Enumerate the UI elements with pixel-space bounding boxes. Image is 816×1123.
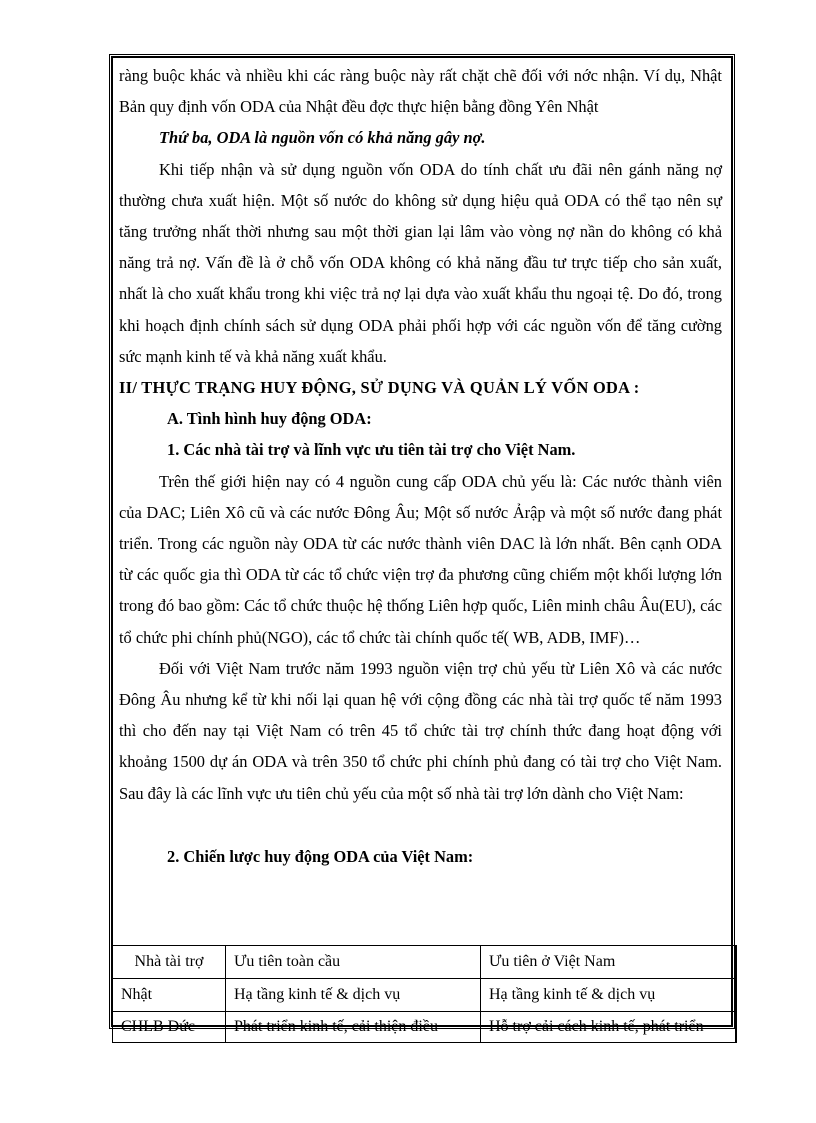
table-extra-cell: [736, 1012, 737, 1043]
paragraph-debt: Khi tiếp nhận và sử dụng nguồn vốn ODA do tính chất ưu đãi nên gánh năng nợ thường chưa xuất hiện. Một số nước do không sử dụng hiệu quả ODA có thể tạo nên sự tăng trưởng nhất thời nhưng sau một thời gian lại lâm vào vòng nợ nần do không có khả năng trả nợ. Vấn đề là ở chỗ vốn ODA không có khả năng đầu tư trực tiếp cho sản xuất, nhất là cho xuất khẩu trong khi việc trả nợ lại dựa vào xuất khẩu thu ngoại tệ. Do đó, trong khi hoạch định chính sách sử dụng ODA phải phối hợp với các nguồn vốn để tăng cường sức mạnh kinh tế và khả năng xuất khẩu.: [119, 159, 722, 366]
table-extra-cell: [736, 979, 737, 1012]
table-header-row: [113, 946, 737, 979]
paragraph-vietnam: Đối với Việt Nam trước năm 1993 nguồn viện trợ chủ yếu từ Liên Xô và các nước Đông Âu nhưng kể từ khi nối lại quan hệ với cộng đồng các nhà tài trợ quốc tế năm 1993 thì cho đến nay tại Việt Nam có trên 45 tổ chức tài trợ chính thức đang hoạt động với khoảng 1500 dự án ODA và trên 350 tổ chức phi chính phủ đang có tài trợ cho Việt Nam. Sau đây là các lĩnh vực ưu tiên chủ yếu của một số nhà tài trợ lớn dành cho Việt Nam:: [119, 658, 722, 803]
table-cell: Hạ tầng kinh tế & dịch vụ: [481, 979, 736, 1012]
table-cell: Nhật: [113, 979, 226, 1012]
table-header-cell: Ưu tiên ở Việt Nam: [481, 946, 736, 979]
table-row: [113, 979, 737, 1012]
table-extra-cell: [736, 946, 737, 979]
heading-third-point: Thứ ba, ODA là nguồn vốn có khả năng gây nợ.: [159, 128, 486, 148]
table-header-cell: Nhà tài trợ: [113, 946, 226, 979]
paragraph-sources: Trên thế giới hiện nay có 4 nguồn cung cấp ODA chủ yếu là: Các nước thành viên của DAC; Liên Xô cũ và các nước Đông Âu; Một số nước Ảrập và một số nước đang phát triển. Trong các nguồn này ODA từ các nước thành viên DAC là lớn nhất. Bên cạnh ODA từ các quốc gia thì ODA từ các tổ chức viện trợ đa phương cũng chiếm một khối lượng lớn trong đó bao gồm: Các tổ chức thuộc hệ thống Liên hợp quốc, Liên minh châu Âu(EU), các tổ chức phi chính phủ(NGO), các tổ chức tài chính quốc tế( WB, ADB, IMF)…: [119, 471, 722, 647]
subsection-heading-1: 1. Các nhà tài trợ và lĩnh vực ưu tiên tài trợ cho Việt Nam.: [167, 440, 576, 460]
table-cell: Hạ tầng kinh tế & dịch vụ: [226, 979, 481, 1012]
table-header-cell: Ưu tiên toàn cầu: [226, 946, 481, 979]
table-cell: Phát triển kinh tế, cải thiện điều: [226, 1012, 481, 1043]
section-heading: II/ THỰC TRẠNG HUY ĐỘNG, SỬ DỤNG VÀ QUẢN LÝ VỐN ODA :: [119, 378, 640, 398]
donor-priority-table: [112, 945, 737, 1043]
table-cell: Hỗ trợ cải cách kinh tế, phát triển: [481, 1012, 736, 1043]
table-row: [113, 1012, 737, 1043]
subsection-heading-a: A. Tình hình huy động ODA:: [167, 409, 372, 429]
document-body: [119, 60, 722, 872]
table-cell: CHLB Đức: [113, 1012, 226, 1043]
blank-line: [119, 809, 722, 841]
subsection-heading-2: 2. Chiến lược huy động ODA của Việt Nam:: [167, 846, 474, 866]
paragraph-constraints: ràng buộc khác và nhiều khi các ràng buộc này rất chặt chẽ đối với nớc nhận. Ví dụ, Nhật Bản quy định vốn ODA của Nhật đều đợc thực hiện bằng đồng Yên Nhật: [119, 66, 722, 117]
